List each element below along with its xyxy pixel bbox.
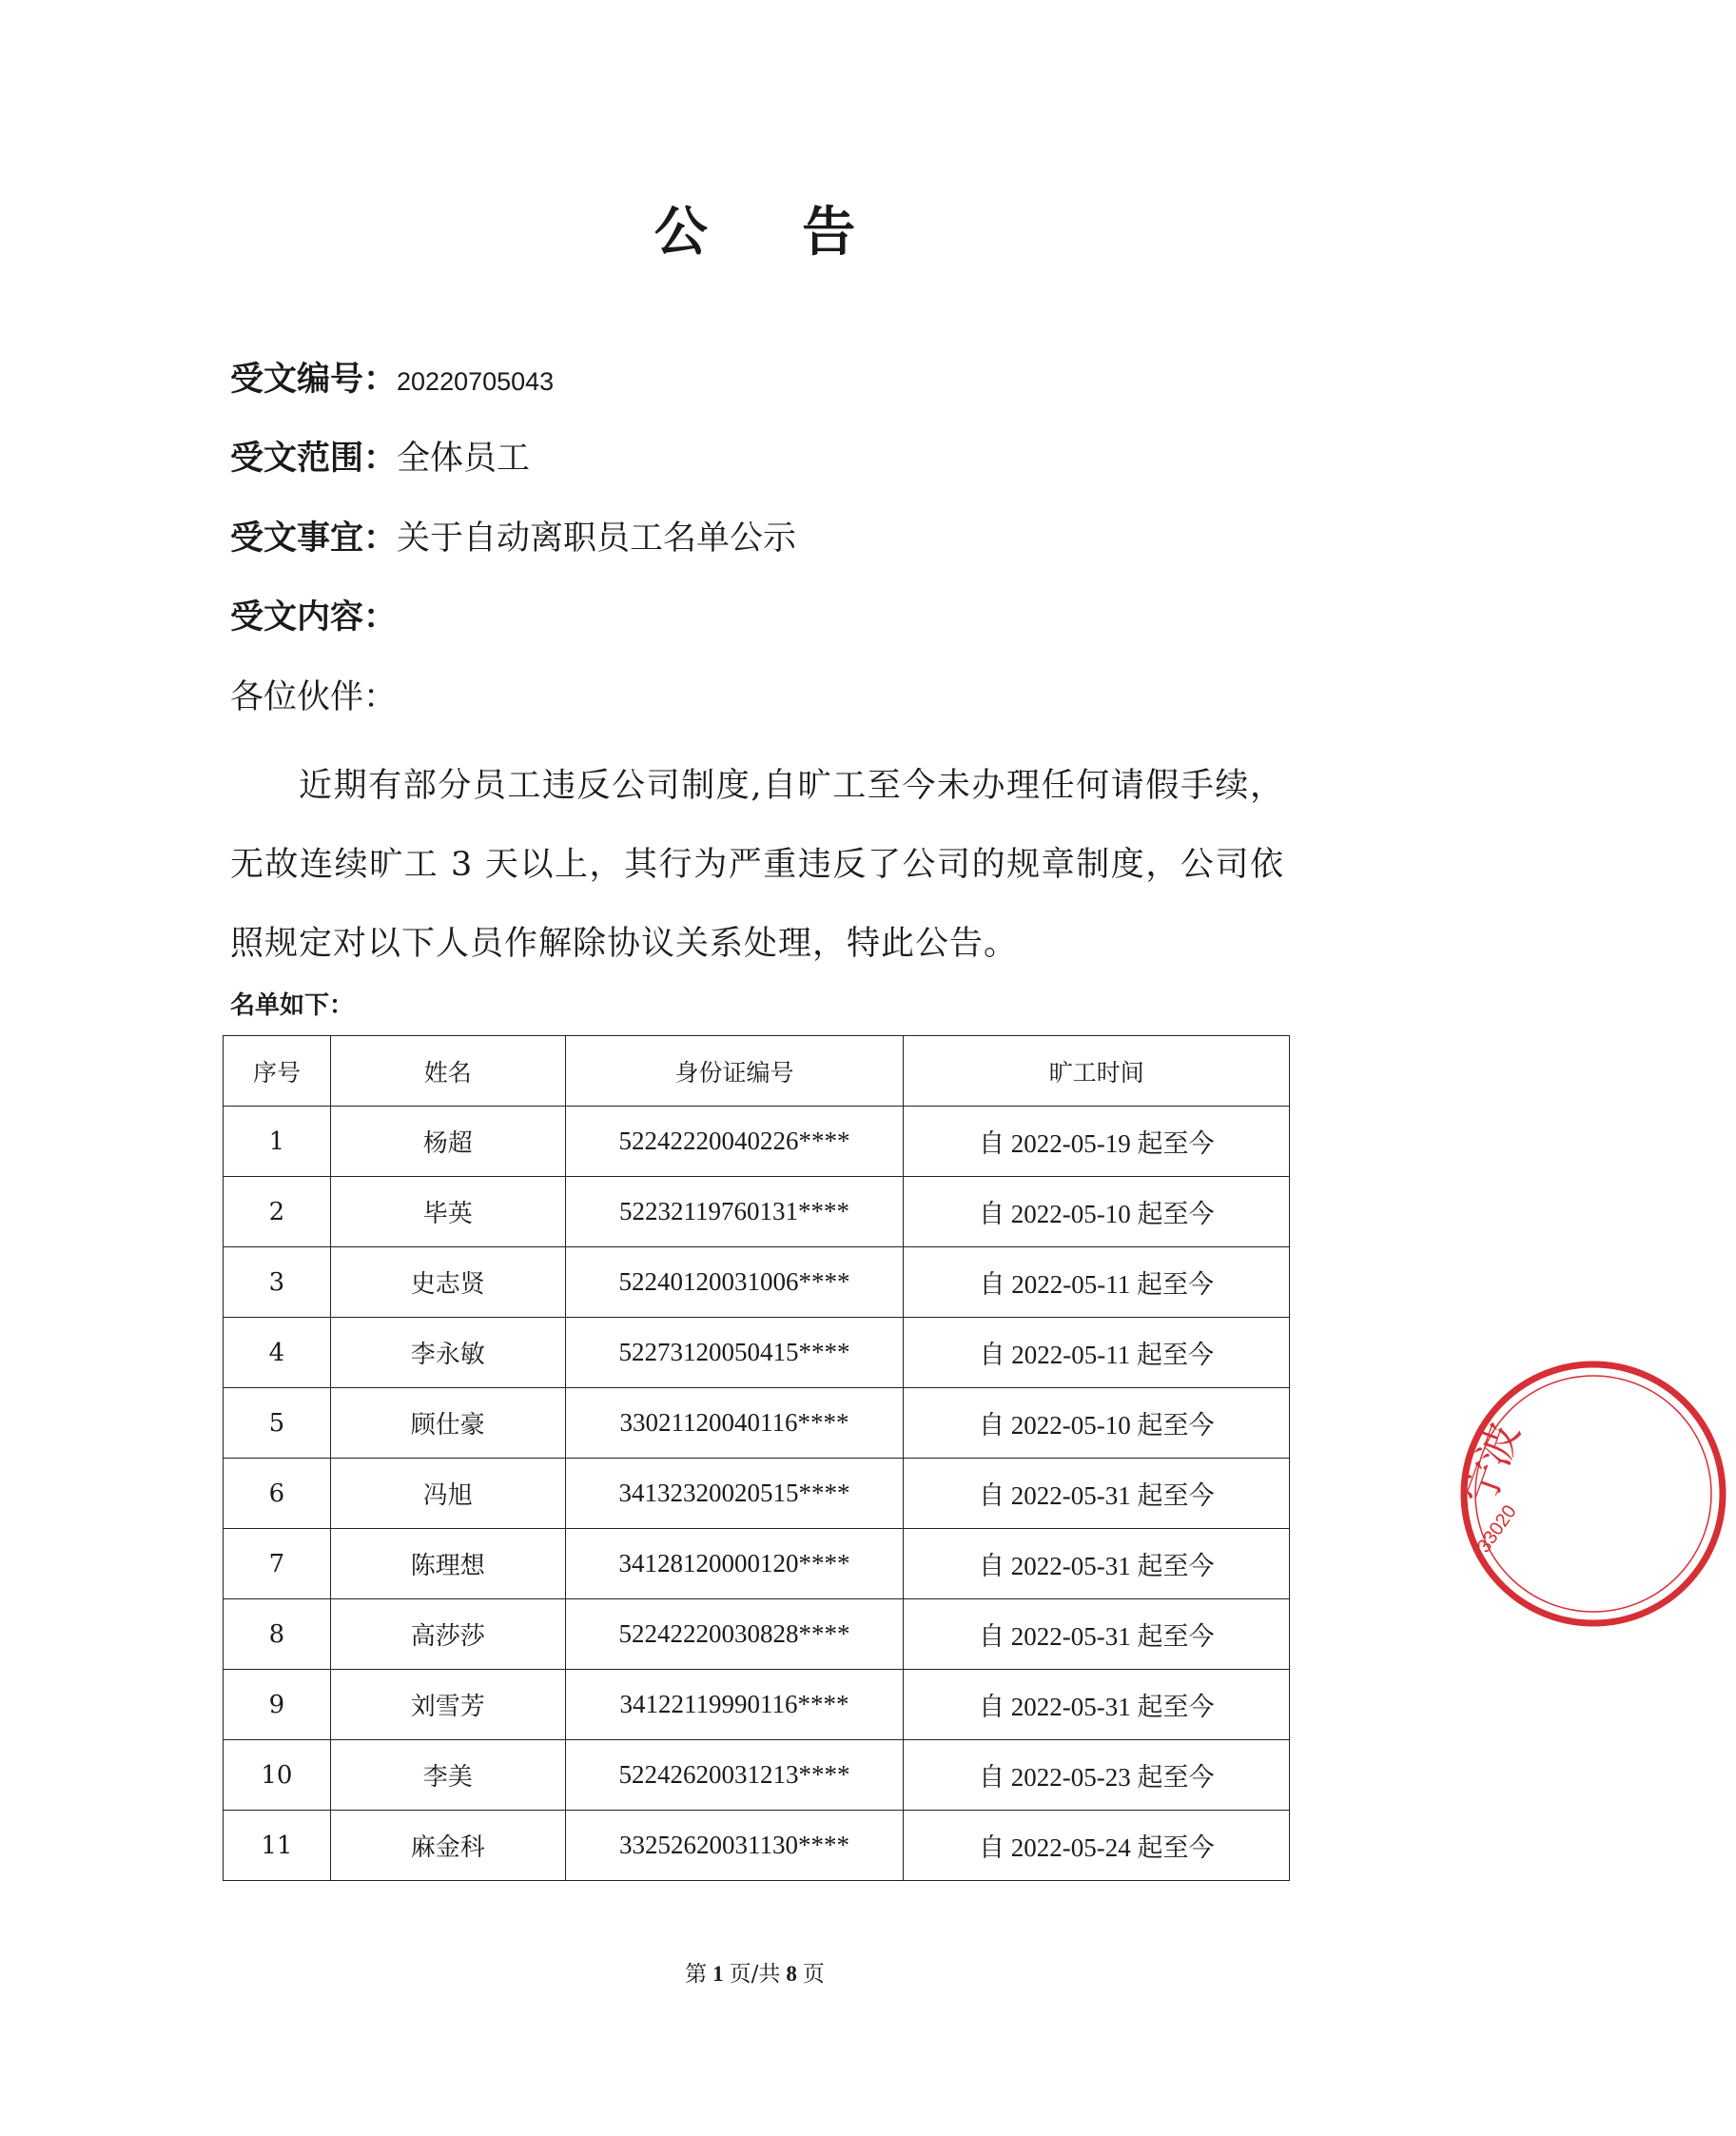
notice-body: 近期有部分员工违反公司制度,自旷工至今未办理任何请假手续，无故连续旷工 3 天以上，其行为严重违反了公司的规章制度，公司依照规定对以下人员作解除协议关系处理，特此公告。 [230, 767, 1284, 963]
matter-row [230, 515, 796, 562]
doc-number-label: 受文编号： [230, 361, 398, 399]
cell-id-number: 52242620031213**** [565, 1740, 904, 1811]
scope-value: 全体员工 [397, 440, 531, 478]
cell-id-number: 52273120050415**** [565, 1318, 904, 1388]
cell-name: 麻金科 [330, 1811, 565, 1881]
table-row [224, 1318, 1290, 1388]
cell-index: 2 [224, 1177, 331, 1247]
table-row [224, 1529, 1290, 1599]
cell-absence-time: 自 2022-05-19 起至今 [904, 1107, 1290, 1177]
cell-absence-time: 自 2022-05-11 起至今 [904, 1318, 1290, 1388]
footer-middle: 页/共 [729, 1962, 781, 1987]
seal-inner-ring [1475, 1376, 1711, 1612]
table-row [224, 1388, 1290, 1459]
doc-number-value: 20220705043 [397, 367, 555, 396]
content-row [230, 594, 397, 641]
content-label: 受文内容： [230, 598, 398, 637]
greeting: 各位伙伴： [230, 678, 398, 716]
scope-row [230, 435, 530, 482]
seal-text: 宁波 [1454, 1416, 1530, 1512]
cell-id-number: 33252620031130**** [565, 1811, 904, 1881]
cell-id-number: 52240120031006**** [565, 1247, 904, 1318]
seal-number: 33020 [1473, 1500, 1521, 1558]
table-row [224, 1177, 1290, 1247]
cell-id-number: 52242220040226**** [565, 1107, 904, 1177]
cell-id-number: 52232119760131**** [565, 1177, 904, 1247]
cell-id-number: 33021120040116**** [565, 1388, 904, 1459]
company-seal [1451, 1351, 1736, 1636]
cell-index: 7 [224, 1529, 331, 1599]
table-row [224, 1599, 1290, 1670]
cell-absence-time: 自 2022-05-23 起至今 [904, 1740, 1290, 1811]
table-row [224, 1247, 1290, 1318]
cell-index: 5 [224, 1388, 331, 1459]
cell-index: 4 [224, 1318, 331, 1388]
cell-name: 刘雪芳 [330, 1670, 565, 1740]
cell-name: 李永敏 [330, 1318, 565, 1388]
cell-absence-time: 自 2022-05-11 起至今 [904, 1247, 1290, 1318]
cell-index: 8 [224, 1599, 331, 1670]
table-row [224, 1811, 1290, 1881]
cell-index: 6 [224, 1459, 331, 1529]
cell-absence-time: 自 2022-05-31 起至今 [904, 1529, 1290, 1599]
cell-index: 1 [224, 1107, 331, 1177]
scope-label: 受文范围： [230, 440, 398, 478]
matter-value: 关于自动离职员工名单公示 [397, 519, 797, 558]
cell-index: 10 [224, 1740, 331, 1811]
list-label: 名单如下： [230, 991, 355, 1020]
cell-absence-time: 自 2022-05-10 起至今 [904, 1388, 1290, 1459]
footer-prefix: 第 [685, 1962, 708, 1987]
header-name: 姓名 [330, 1036, 565, 1107]
cell-id-number: 34122119990116**** [565, 1670, 904, 1740]
matter-label: 受文事宜： [230, 519, 398, 558]
cell-name: 冯旭 [330, 1459, 565, 1529]
table-row [224, 1740, 1290, 1811]
cell-index: 11 [224, 1811, 331, 1881]
table-row [224, 1459, 1290, 1529]
cell-id-number: 52242220030828**** [565, 1599, 904, 1670]
cell-name: 高莎莎 [330, 1599, 565, 1670]
cell-absence-time: 自 2022-05-10 起至今 [904, 1177, 1290, 1247]
table-header-row [224, 1036, 1290, 1107]
cell-absence-time: 自 2022-05-24 起至今 [904, 1811, 1290, 1881]
doc-number-row [230, 356, 554, 405]
footer-suffix: 页 [802, 1962, 825, 1987]
page-footer [0, 1956, 1510, 1988]
table-row [224, 1670, 1290, 1740]
cell-absence-time: 自 2022-05-31 起至今 [904, 1599, 1290, 1670]
header-id-number: 身份证编号 [565, 1036, 904, 1107]
cell-name: 毕英 [330, 1177, 565, 1247]
cell-index: 3 [224, 1247, 331, 1318]
page-title: 公 告 [653, 202, 894, 264]
cell-name: 顾仕豪 [330, 1388, 565, 1459]
table-body [224, 1107, 1290, 1881]
header-absence-time: 旷工时间 [904, 1036, 1290, 1107]
dismissal-table [223, 1035, 1290, 1881]
footer-page: 1 [712, 1962, 724, 1986]
cell-absence-time: 自 2022-05-31 起至今 [904, 1670, 1290, 1740]
cell-name: 杨超 [330, 1107, 565, 1177]
cell-id-number: 34128120000120**** [565, 1529, 904, 1599]
cell-name: 史志贤 [330, 1247, 565, 1318]
cell-id-number: 34132320020515**** [565, 1459, 904, 1529]
cell-index: 9 [224, 1670, 331, 1740]
cell-name: 陈理想 [330, 1529, 565, 1599]
table-row [224, 1107, 1290, 1177]
cell-name: 李美 [330, 1740, 565, 1811]
cell-absence-time: 自 2022-05-31 起至今 [904, 1459, 1290, 1529]
footer-total: 8 [786, 1962, 797, 1986]
header-index: 序号 [224, 1036, 331, 1107]
